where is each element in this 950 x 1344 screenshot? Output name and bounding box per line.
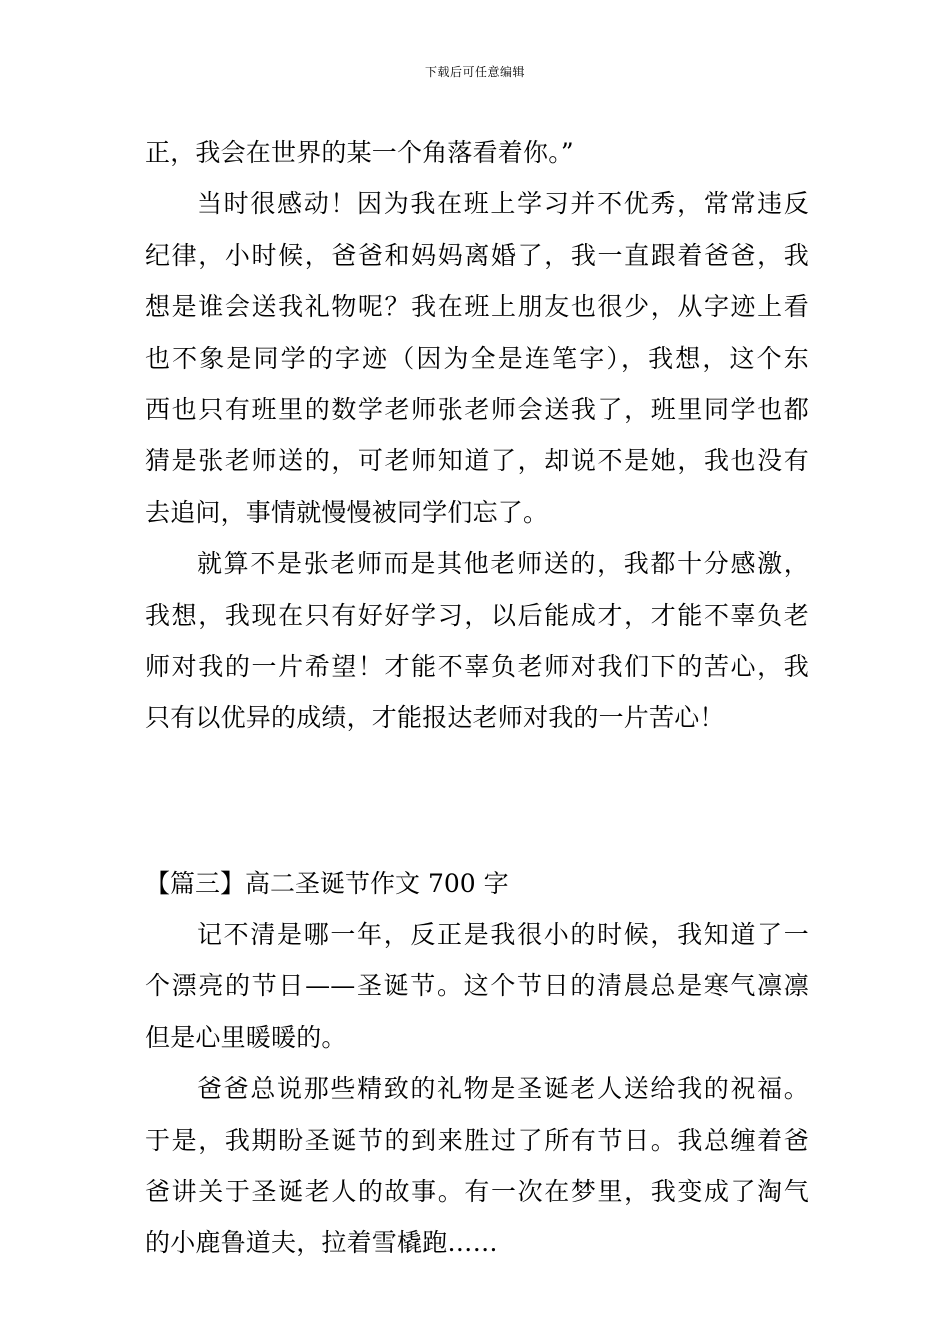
text-line: 西也只有班里的数学老师张老师会送我了，班里同学也都: [145, 394, 809, 424]
text-line: 记不清是哪一年，反正是我很小的时候，我知道了一: [197, 920, 809, 950]
text-line: 也不象是同学的字迹（因为全是连笔字），我想，这个东: [145, 343, 809, 373]
text-line: 我想，我现在只有好好学习，以后能成才，才能不辜负老: [145, 600, 809, 630]
text-line: 想是谁会送我礼物呢？我在班上朋友也很少，从字迹上看: [145, 292, 809, 322]
text-line: 去追问，事情就慢慢被同学们忘了。: [145, 497, 549, 527]
text-line: 爸讲关于圣诞老人的故事。有一次在梦里，我变成了淘气: [145, 1177, 809, 1207]
paragraph: [145, 909, 809, 1063]
document-body: [145, 127, 809, 1269]
text-line: 的小鹿鲁道夫，拉着雪橇跑……: [145, 1228, 498, 1258]
text-line: 就算不是张老师而是其他老师送的，我都十分感激，: [197, 549, 809, 579]
text-line: 当时很感动！因为我在班上学习并不优秀，常常违反: [197, 189, 809, 219]
text-line: 正，我会在世界的某一个角落看着你。”: [145, 138, 574, 167]
text-line: 师对我的一片希望！才能不辜负老师对我们下的苦心，我: [145, 651, 809, 681]
paragraph: [145, 127, 809, 178]
paragraph: [145, 538, 809, 744]
text-line: 纪律，小时候，爸爸和妈妈离婚了，我一直跟着爸爸，我: [145, 240, 809, 270]
paragraph: [145, 178, 809, 538]
page-header: 下载后可任意编辑: [424, 65, 525, 79]
text-line: 于是，我期盼圣诞节的到来胜过了所有节日。我总缠着爸: [145, 1125, 809, 1155]
section-heading: 【篇三】高二圣诞节作文 700 字: [145, 868, 509, 898]
paragraph: [145, 1063, 809, 1269]
text-line: 猜是张老师送的，可老师知道了，却说不是她，我也没有: [145, 446, 809, 476]
text-line: 但是心里暖暖的。: [145, 1022, 347, 1052]
text-line: 爸爸总说那些精致的礼物是圣诞老人送给我的祝福。: [197, 1074, 809, 1104]
text-line: 个漂亮的节日——圣诞节。这个节日的清晨总是寒气凛凛: [145, 971, 809, 1001]
section-gap: [145, 744, 809, 858]
text-line: 只有以优异的成绩，才能报达老师对我的一片苦心！: [145, 703, 725, 733]
